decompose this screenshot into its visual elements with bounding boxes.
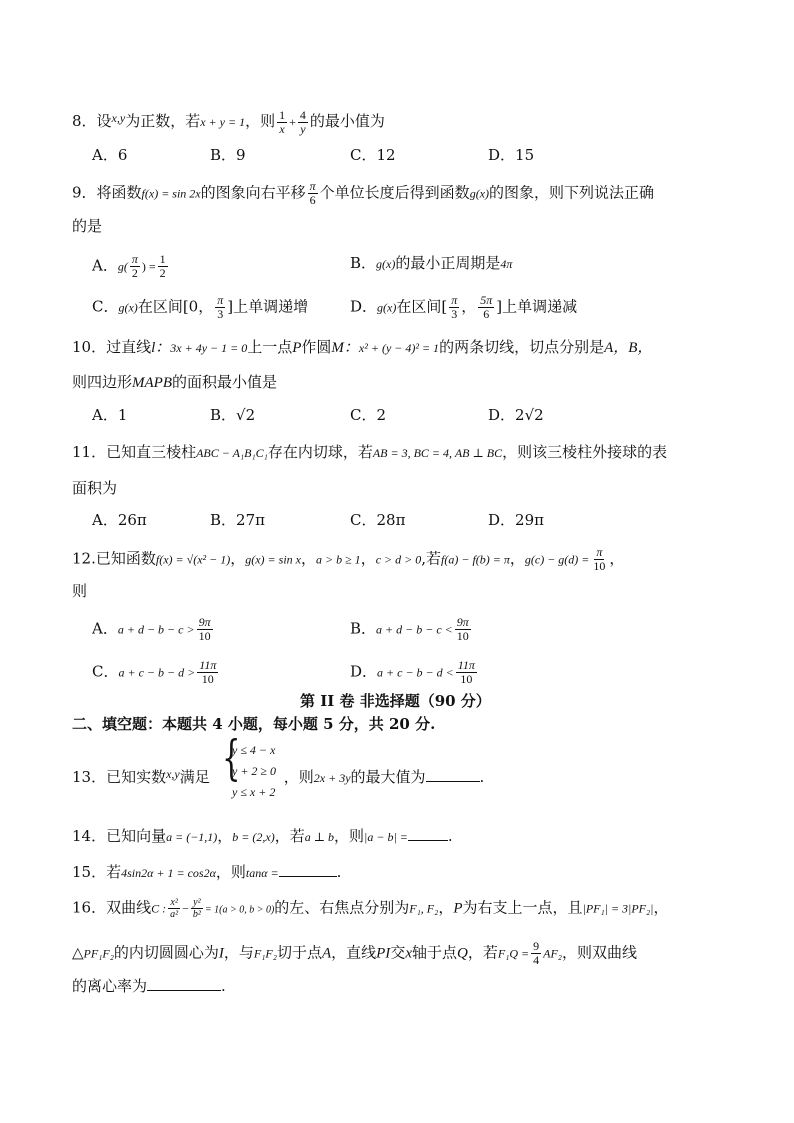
q13-text-b: 满足: [179, 768, 210, 786]
q10-text-a: 10．过直线: [72, 338, 152, 356]
q9-func: f(x) = sin 2x: [141, 186, 201, 201]
q9-opt-a-frac: [130, 253, 140, 280]
q14-sep: ，: [217, 827, 233, 845]
q12-g: g(x) = sin x: [245, 552, 301, 567]
q16-line2-b: 的内切圆圆心为: [113, 943, 219, 962]
q12-opt-c-num: 11π: [199, 658, 217, 672]
q9-opt-a-den: 2: [131, 266, 138, 280]
q9-option-d[interactable]: [350, 294, 577, 321]
q12-c1: a > b ≥ 1: [316, 552, 361, 567]
q16-line2-f: 交: [390, 943, 406, 962]
q8-frac1: [277, 109, 287, 136]
q9-opt-d-label: D．: [350, 297, 378, 316]
q9-opt-d-num1: π: [451, 293, 458, 307]
q16-stem: [72, 897, 669, 921]
section2-title: 二、填空题：本题共 4 小题，每小题 5 分，共 20 分.: [72, 715, 436, 733]
q12-opt-a-num: 9π: [198, 615, 211, 629]
q9-opt-a-val: [158, 253, 168, 280]
q9-opt-d-frac2: [478, 294, 494, 321]
q12-opt-a-den: 10: [198, 629, 211, 643]
q15-text-a: 15．若: [72, 863, 122, 881]
q12-opt-d-expr: a + c − b − d <: [377, 665, 454, 680]
q10-option-a[interactable]: A．1: [92, 406, 128, 424]
q13-ineq-3: y ≤ x + 2: [232, 785, 276, 799]
q12-opt-d-num: 11π: [457, 658, 475, 672]
q11-prism: ABC − A₁B₁C₁: [196, 446, 268, 460]
q8-end: 的最小值为: [309, 112, 385, 130]
q16-line2-i: ，则双曲线: [561, 943, 637, 962]
q15-eq: 4sin2α + 1 = cos2α: [121, 866, 216, 880]
q9-opt-b-text: 的最小正周期是: [395, 254, 501, 272]
q13-text-d: 的最大值为: [350, 768, 426, 786]
q16-end1: ，: [653, 898, 669, 917]
q9-opt-b-g: g(x): [376, 257, 396, 271]
q16-foci: F₁, F₂: [409, 901, 439, 916]
q16-p: P: [453, 900, 463, 917]
q9-opt-c-g: g(x): [118, 300, 138, 315]
q9-opt-a-val-num: 1: [159, 252, 166, 266]
q12-opt-c-frac: [197, 659, 218, 686]
q9-opt-a-label: A．: [92, 256, 118, 275]
q9-opt-c-text2: ]上单调递增: [227, 297, 309, 316]
q12-f: f(x) = √(x² − 1): [155, 552, 231, 567]
q11-option-b[interactable]: B．27π: [210, 511, 265, 529]
q15-ask: tanα =: [245, 866, 279, 880]
q13-answer-blank[interactable]: [426, 767, 480, 782]
q16-line2-c: ，与: [223, 943, 254, 962]
q10-stem-line2: [72, 372, 277, 393]
q16-line2-g: 轴于点: [412, 943, 458, 962]
q11-text-b: 存在内切球，若: [267, 443, 373, 461]
q12-opt-b-frac: [455, 616, 471, 643]
q8-then: ，则: [245, 112, 276, 130]
q13-end: .: [479, 768, 485, 786]
q13-ineq-1: y ≤ 4 − x: [232, 743, 276, 757]
q10-option-d[interactable]: D．2√2: [488, 406, 544, 424]
q9-text-a: 9．将函数: [72, 183, 142, 202]
q16-i: I: [218, 945, 224, 962]
q9-opt-c-frac: [215, 294, 225, 321]
q12-option-b[interactable]: [350, 616, 473, 643]
q12-text-b: ,若: [421, 549, 442, 568]
q8-frac2-den: y: [300, 121, 306, 136]
q10-text-c: 作圆: [301, 338, 332, 356]
q9-shift-num: π: [309, 179, 316, 193]
q9-shift-den: 6: [309, 193, 316, 207]
q8-plus: +: [289, 115, 296, 129]
q11-option-a[interactable]: A．26π: [92, 511, 147, 529]
q10-text-b: 上一点: [247, 338, 293, 356]
q9-opt-d-den2: 6: [483, 307, 490, 321]
q16-a2: a²: [170, 909, 179, 920]
q12-sep2: ，: [300, 549, 316, 568]
q12-c4: g(c) − g(d) =: [524, 552, 590, 567]
q16-text-d: 为右支上一点，且: [462, 898, 583, 917]
q9-opt-d-comma: ，: [461, 297, 477, 316]
q10-ab: A，B，: [604, 340, 653, 356]
q13-expr: 2x + 3y: [313, 771, 351, 785]
q12-opt-c-expr: a + c − b − d >: [118, 665, 196, 680]
q9-option-b[interactable]: [350, 253, 512, 274]
q8-frac1-num: 1: [279, 107, 286, 122]
q9-opt-c-den: 3: [217, 307, 224, 321]
q13-ineq-2: y + 2 ≥ 0: [232, 764, 277, 778]
q10-text-d: 的两条切线，切点分别是: [439, 338, 605, 356]
q12-opt-c-den: 10: [201, 672, 214, 686]
q12-c3: f(a) − f(b) = π: [441, 552, 510, 567]
q9-text-c: 个单位长度后得到函数: [319, 183, 470, 202]
q16-coef: [531, 940, 541, 967]
q15-stem: [72, 862, 341, 883]
q12-option-d[interactable]: [350, 659, 479, 686]
q14-text-a: 14．已知向量: [72, 827, 167, 845]
q12-opt-b-expr: a + d − b − c <: [376, 622, 453, 637]
q12-c2: c > d > 0: [375, 552, 422, 567]
q13-stem: [72, 764, 484, 788]
q12-opt-c-label: C．: [92, 662, 119, 681]
q13-vars: x,y: [166, 767, 180, 781]
q9-opt-c-label: C．: [92, 297, 119, 316]
q16-vec1: F₁Q =: [497, 946, 530, 961]
q16-x: x: [405, 945, 412, 962]
q16-pi: PI: [376, 945, 391, 962]
q9-opt-a-val-den: 2: [159, 266, 166, 280]
q16-frac-x: [168, 897, 180, 920]
q11-text-a: 11．已知直三棱柱: [72, 443, 197, 461]
q16-triangle-sign: △: [72, 943, 84, 962]
q16-cond: |PF₁| = 3|PF₂|: [582, 901, 654, 916]
q9-stem-line2: 的是: [72, 217, 103, 235]
q12-end: ，: [609, 549, 625, 568]
q10-option-b[interactable]: B．√2: [210, 406, 256, 424]
q11-stem: [72, 442, 667, 463]
q16-coef-den: 4: [533, 953, 540, 967]
q9-text-d: 的图象，则下列说法正确: [489, 183, 655, 202]
q9-stem: [72, 180, 654, 207]
q14-text-b: ，若: [274, 827, 305, 845]
q10-line2-b: 的面积最小值是: [172, 373, 278, 391]
q12-c4-frac: [591, 546, 607, 573]
q9-opt-a-eq: ) =: [141, 259, 156, 274]
q16-a: A: [321, 945, 332, 962]
q12-sep4: ，: [509, 549, 525, 568]
q11-cond: AB = 3, BC = 4, AB ⊥ BC: [372, 446, 503, 460]
q12-sep3: ，: [360, 549, 376, 568]
q15-text-b: ，则: [215, 863, 246, 881]
q15-answer-blank[interactable]: [279, 862, 337, 877]
q12-opt-b-label: B．: [350, 619, 377, 638]
q16-x2: x²: [170, 897, 178, 908]
q11-text-c: ，则该三棱柱外接球的表: [502, 443, 668, 461]
q16-coef-num: 9: [533, 939, 540, 953]
q9-opt-d-num2: 5π: [480, 293, 493, 307]
q9-opt-b-val: 4π: [500, 257, 513, 271]
q9-opt-d-frac1: [449, 294, 459, 321]
q12-opt-d-den: 10: [460, 672, 473, 686]
q16-seg: F₁F₂: [253, 946, 277, 961]
q16-rest: = 1(a > 0, b > 0): [204, 904, 275, 916]
q12-opt-a-frac: [197, 616, 213, 643]
q9-opt-d-den1: 3: [451, 307, 458, 321]
q16-line2-h: ，若: [467, 943, 498, 962]
q9-option-a[interactable]: [92, 253, 170, 280]
q16-q: Q: [457, 945, 468, 962]
q16-text-a: 16．双曲线: [72, 898, 152, 917]
q16-vec2: AF₂: [543, 946, 562, 961]
q16-minus: −: [182, 901, 189, 916]
q12-option-c[interactable]: [92, 659, 220, 686]
q9-gfunc: g(x): [469, 186, 490, 201]
q12-opt-a-label: A．: [92, 619, 118, 638]
q12-option-a[interactable]: [92, 616, 215, 643]
q12-stem: [72, 546, 624, 573]
q10-line-eq: 3x + 4y − 1 = 0: [170, 341, 248, 355]
q12-opt-d-frac: [456, 659, 477, 686]
q10-p: P: [292, 340, 302, 356]
q9-text-b: 的图象向右平移: [200, 183, 306, 202]
q14-stem: [72, 826, 453, 847]
q10-quad: MAPB: [132, 375, 172, 391]
q9-opt-a-num: π: [131, 252, 138, 266]
q14-end: .: [447, 827, 453, 845]
q10-stem: [72, 337, 652, 358]
q11-option-c[interactable]: C．28π: [350, 511, 406, 529]
q9-opt-a-pre: g(: [117, 259, 128, 274]
q10-option-c[interactable]: C．2: [350, 406, 387, 424]
q14-answer-blank[interactable]: [408, 826, 448, 841]
q8-frac2-num: 4: [299, 107, 306, 122]
q9-opt-c-num: π: [217, 293, 224, 307]
q8-text: 为正数，若: [125, 112, 201, 130]
q16-c: C :: [151, 901, 167, 916]
q14-perp: a ⊥ b: [304, 830, 335, 844]
q16-text-c: ，: [438, 898, 454, 917]
q10-l: l：: [151, 340, 171, 356]
part2-title: 第 II 卷 非选择题（90 分）: [300, 692, 491, 710]
q13-brace: {: [222, 730, 241, 786]
q8-option-a[interactable]: A．6: [92, 146, 128, 164]
q9-opt-d-text1: 在区间[: [396, 297, 448, 316]
q15-end: .: [336, 863, 342, 881]
q10-m: M：: [331, 340, 359, 356]
q12-text-a: 12.已知函数: [72, 549, 156, 568]
q16-frac-y: [191, 897, 203, 920]
q12-opt-a-expr: a + d − b − c >: [117, 622, 195, 637]
q10-line2-a: 则四边形: [72, 373, 133, 391]
q12-c4-den: 10: [593, 559, 606, 573]
q12-opt-b-num: 9π: [456, 615, 469, 629]
q10-circle-eq: x² + (y − 4)² = 1: [358, 341, 440, 355]
q8-condition: x + y = 1: [200, 115, 246, 129]
q14-vec-b: b = (2,x): [232, 830, 275, 844]
q13-text-a: 13．已知实数: [72, 768, 167, 786]
q8-frac1-den: x: [279, 121, 285, 136]
q16-tri: PF₁F₂: [83, 946, 114, 961]
q16-end: .: [221, 977, 226, 995]
q14-abs: |a − b| =: [364, 830, 408, 844]
q16-stem-line3: [72, 976, 226, 996]
q8-stem: [72, 108, 385, 136]
q8-option-d[interactable]: D．15: [488, 146, 535, 164]
q14-text-c: ，则: [334, 827, 365, 845]
q9-opt-c-text1: 在区间[0，: [137, 297, 214, 316]
q16-stem-line2: [72, 940, 637, 967]
q8-vars: x,y: [111, 111, 126, 125]
q9-shift: [308, 180, 318, 207]
q16-line3: 的离心率为: [72, 977, 148, 995]
q12-opt-d-label: D．: [350, 662, 378, 681]
q12-c4-num: π: [596, 545, 603, 559]
q8-option-b[interactable]: B．9: [210, 146, 246, 164]
q9-opt-d-g: g(x): [377, 300, 397, 315]
q12-stem-line2: 则: [72, 582, 88, 600]
q13-text-c: ，则: [283, 768, 314, 786]
q16-text-b: 的左、右焦点分别为: [274, 898, 410, 917]
q12-sep1: ，: [230, 549, 246, 568]
q16-b2: b²: [192, 909, 201, 920]
q16-y2: y²: [193, 897, 201, 908]
q9-opt-d-text2: ]上单调递减: [496, 297, 578, 316]
q8-prefix: 8．设: [72, 112, 112, 130]
q12-opt-b-den: 10: [456, 629, 469, 643]
q14-vec-a: a = (−1,1): [166, 830, 218, 844]
q9-opt-b-label: B．: [350, 254, 377, 272]
q9-option-c[interactable]: [92, 294, 308, 321]
q16-line2-e: ，直线: [331, 943, 377, 962]
q16-line2-d: 切于点: [276, 943, 322, 962]
q11-stem-line2: 面积为: [72, 479, 118, 497]
q8-frac2: [298, 109, 308, 136]
q11-option-d[interactable]: D．29π: [488, 511, 544, 529]
q16-answer-blank[interactable]: [147, 976, 221, 991]
q8-option-c[interactable]: C．12: [350, 146, 396, 164]
